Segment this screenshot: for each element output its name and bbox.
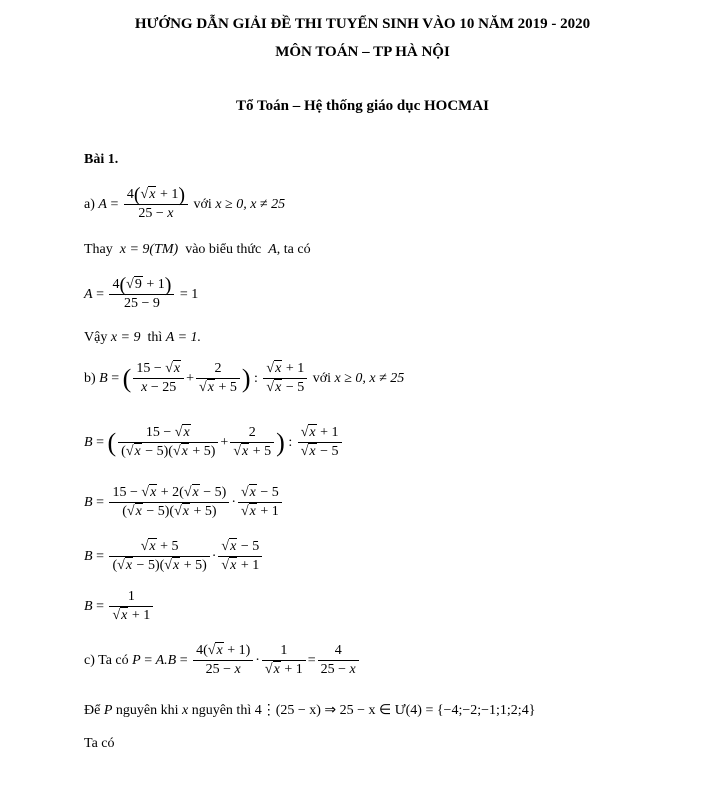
- fraction: $\frac{4(√x + 1)}{25 - x}$: [124, 186, 188, 223]
- ta-co-line: Ta có: [84, 736, 115, 751]
- document-subtitle: MÔN TOÁN – TP HÀ NỘI: [275, 44, 450, 60]
- condition: x ≥ 0, x ≠ 25: [215, 196, 286, 212]
- section-heading: Bài 1.: [84, 152, 119, 167]
- conclusion-line: Vậy x = 9 thì A = 1.: [84, 330, 202, 345]
- part-c-formula: c) Ta có P = A.B = $\frac{4(√x + 1)}{25 - x}$ · $\frac{1}{√x + 1}$ = $\frac{4}{25 - x}$: [84, 642, 361, 679]
- substitution-line: Thay x = 9(TM) vào biểu thức A, ta có: [84, 242, 311, 257]
- b-step-2: B = $\frac{15 - √x + 2(√x - 5)}{(√x - 5)(√x + 5)}$ · $\frac{√x - 5}{√x + 1}$: [84, 484, 284, 521]
- part-a-formula: a) A = $\frac{4(√x + 1)}{25 - x}$ với x ≥ 0, x ≠ 25: [84, 184, 286, 222]
- author-line: Tổ Toán – Hệ thống giáo dục HOCMAI: [236, 98, 489, 114]
- b-step-1: B = ( $\frac{15 - √x}{(√x - 5)(√x + 5)}$ + $\frac{2}{√x + 5}$ ) : $\frac{√x + 1}{√x - 5}$: [84, 424, 344, 461]
- part-b-formula: b) B = ( $\frac{15 - √x}{x - 25}$ + $\frac{2}{√x + 5}$ ) : $\frac{√x + 1}{√x - 5}$ với x ≥ 0, x ≠ 25: [84, 361, 405, 395]
- a-evaluation: A = $\frac{4(√9 + 1)}{25 - 9}$ = 1: [84, 274, 199, 312]
- integer-condition: Để P nguyên khi x nguyên thì 4⋮(25 − x) ⇒ 25 − x ∈ Ư(4) = {−4;−2;−1;1;2;4}: [84, 703, 536, 718]
- b-step-3: B = $\frac{√x + 5}{(√x - 5)(√x + 5)}$ · $\frac{√x - 5}{√x + 1}$: [84, 538, 264, 575]
- document-title: HƯỚNG DẪN GIẢI ĐỀ THI TUYỂN SINH VÀO 10 NĂM 2019 - 2020: [134, 16, 591, 32]
- b-result: B = $\frac{1}{√x + 1}$: [84, 588, 155, 625]
